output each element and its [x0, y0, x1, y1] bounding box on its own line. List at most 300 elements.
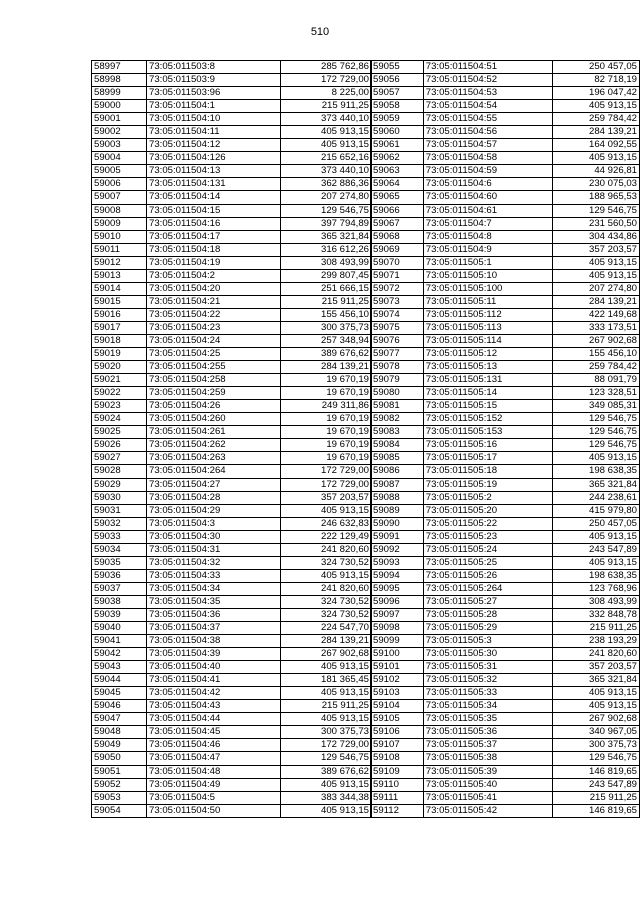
cadastral-number-cell: 73:05:011505:131 [423, 374, 552, 387]
row-number-cell: 59075 [371, 321, 424, 334]
row-number-cell: 59081 [371, 400, 424, 413]
table-row [371, 387, 640, 400]
cadastral-number-cell: 73:05:011504:131 [147, 178, 281, 191]
table-row [92, 87, 372, 100]
cadastral-number-cell: 73:05:011505:100 [423, 282, 552, 295]
table-row [371, 139, 640, 152]
row-number-cell: 59097 [371, 608, 424, 621]
row-number-cell: 59052 [92, 778, 147, 791]
table-row [371, 504, 640, 517]
row-number-cell: 58997 [92, 61, 147, 74]
cadastral-value-cell: 215 911,25 [281, 295, 372, 308]
row-number-cell: 59057 [371, 87, 424, 100]
row-number-cell: 59022 [92, 387, 147, 400]
cadastral-value-cell: 405 913,15 [281, 139, 372, 152]
table-row [92, 582, 372, 595]
cadastral-value-cell: 82 718,19 [552, 74, 639, 87]
cadastral-value-cell: 300 375,73 [281, 726, 372, 739]
row-number-cell: 59106 [371, 726, 424, 739]
cadastral-number-cell: 73:05:011504:34 [147, 582, 281, 595]
row-number-cell: 59043 [92, 661, 147, 674]
cadastral-value-cell: 19 670,19 [281, 387, 372, 400]
row-number-cell: 59039 [92, 608, 147, 621]
cadastral-number-cell: 73:05:011504:17 [147, 230, 281, 243]
cadastral-number-cell: 73:05:011504:35 [147, 595, 281, 608]
table-row [92, 334, 372, 347]
table-row [371, 426, 640, 439]
cadastral-number-cell: 73:05:011505:24 [423, 543, 552, 556]
row-number-cell: 59059 [371, 113, 424, 126]
cadastral-value-cell: 188 965,53 [552, 191, 639, 204]
row-number-cell: 59012 [92, 256, 147, 269]
cadastral-value-cell: 405 913,15 [552, 269, 639, 282]
cadastral-number-cell: 73:05:011505:152 [423, 413, 552, 426]
table-row [92, 804, 372, 817]
cadastral-number-cell: 73:05:011504:1 [147, 100, 281, 113]
table-row [371, 152, 640, 165]
row-number-cell: 59051 [92, 765, 147, 778]
row-number-cell: 59069 [371, 243, 424, 256]
cadastral-number-cell: 73:05:011504:42 [147, 687, 281, 700]
row-number-cell: 59071 [371, 269, 424, 282]
table-row [92, 517, 372, 530]
row-number-cell: 59031 [92, 504, 147, 517]
cadastral-value-cell: 357 203,57 [552, 243, 639, 256]
cadastral-value-cell: 164 092,55 [552, 139, 639, 152]
table-row [371, 413, 640, 426]
cadastral-value-cell: 365 321,84 [552, 478, 639, 491]
cadastral-value-cell: 389 676,62 [281, 765, 372, 778]
cadastral-number-cell: 73:05:011504:2 [147, 269, 281, 282]
cadastral-value-cell: 308 493,99 [281, 256, 372, 269]
cadastral-value-cell: 129 546,75 [552, 204, 639, 217]
row-number-cell: 59091 [371, 530, 424, 543]
table-row [92, 113, 372, 126]
row-number-cell: 59029 [92, 478, 147, 491]
cadastral-value-cell: 19 670,19 [281, 426, 372, 439]
table-row [92, 374, 372, 387]
cadastral-number-cell: 73:05:011504:38 [147, 635, 281, 648]
cadastral-value-cell: 405 913,15 [281, 661, 372, 674]
cadastral-value-cell: 19 670,19 [281, 374, 372, 387]
table-row [371, 478, 640, 491]
cadastral-number-cell: 73:05:011505:14 [423, 387, 552, 400]
table-row [371, 269, 640, 282]
table-row [371, 635, 640, 648]
table-row [92, 739, 372, 752]
row-number-cell: 59038 [92, 595, 147, 608]
row-number-cell: 59010 [92, 230, 147, 243]
cadastral-value-cell: 405 913,15 [552, 700, 639, 713]
cadastral-number-cell: 73:05:011505:25 [423, 556, 552, 569]
table-row [371, 374, 640, 387]
cadastral-number-cell: 73:05:011504:33 [147, 569, 281, 582]
cadastral-number-cell: 73:05:011504:20 [147, 282, 281, 295]
table-row [92, 126, 372, 139]
row-number-cell: 59080 [371, 387, 424, 400]
cadastral-value-cell: 405 913,15 [281, 126, 372, 139]
cadastral-value-cell: 267 902,68 [552, 713, 639, 726]
cadastral-number-cell: 73:05:011505:22 [423, 517, 552, 530]
cadastral-value-cell: 324 730,52 [281, 556, 372, 569]
row-number-cell: 59014 [92, 282, 147, 295]
cadastral-value-cell: 304 434,86 [552, 230, 639, 243]
cadastral-value-cell: 129 546,75 [552, 439, 639, 452]
row-number-cell: 59107 [371, 739, 424, 752]
cadastral-number-cell: 73:05:011504:43 [147, 700, 281, 713]
table-row [371, 295, 640, 308]
cadastral-value-cell: 155 456,10 [552, 348, 639, 361]
row-number-cell: 59030 [92, 491, 147, 504]
row-number-cell: 59001 [92, 113, 147, 126]
table-row [371, 804, 640, 817]
table-row [92, 648, 372, 661]
cadastral-value-cell: 405 913,15 [281, 504, 372, 517]
row-number-cell: 59056 [371, 74, 424, 87]
cadastral-value-cell: 316 612,26 [281, 243, 372, 256]
cadastral-number-cell: 73:05:011504:50 [147, 804, 281, 817]
cadastral-number-cell: 73:05:011505:31 [423, 661, 552, 674]
cadastral-number-cell: 73:05:011505:113 [423, 321, 552, 334]
row-number-cell: 59079 [371, 374, 424, 387]
row-number-cell: 59003 [92, 139, 147, 152]
cadastral-value-cell: 373 440,10 [281, 165, 372, 178]
table-row [92, 765, 372, 778]
cadastral-number-cell: 73:05:011505:114 [423, 334, 552, 347]
row-number-cell: 59066 [371, 204, 424, 217]
cadastral-number-cell: 73:05:011505:41 [423, 791, 552, 804]
cadastral-value-cell: 405 913,15 [552, 556, 639, 569]
cadastral-value-cell: 215 911,25 [552, 622, 639, 635]
row-number-cell: 59085 [371, 452, 424, 465]
row-number-cell: 59109 [371, 765, 424, 778]
table-row [371, 230, 640, 243]
row-number-cell: 59028 [92, 465, 147, 478]
cadastral-value-cell: 389 676,62 [281, 348, 372, 361]
row-number-cell: 59077 [371, 348, 424, 361]
row-number-cell: 59013 [92, 269, 147, 282]
cadastral-value-cell: 243 547,89 [552, 778, 639, 791]
row-number-cell: 59092 [371, 543, 424, 556]
cadastral-value-cell: 405 913,15 [281, 569, 372, 582]
cadastral-number-cell: 73:05:011504:30 [147, 530, 281, 543]
cadastral-value-cell: 249 311,86 [281, 400, 372, 413]
cadastral-value-cell: 222 129,49 [281, 530, 372, 543]
cadastral-number-cell: 73:05:011504:56 [423, 126, 552, 139]
row-number-cell: 59004 [92, 152, 147, 165]
cadastral-number-cell: 73:05:011504:263 [147, 452, 281, 465]
cadastral-value-cell: 123 768,96 [552, 582, 639, 595]
page-number: 510 [310, 26, 330, 38]
cadastral-value-cell: 373 440,10 [281, 113, 372, 126]
table-row [371, 400, 640, 413]
cadastral-number-cell: 73:05:011505:35 [423, 713, 552, 726]
cadastral-number-cell: 73:05:011504:58 [423, 152, 552, 165]
cadastral-value-cell: 259 784,42 [552, 113, 639, 126]
row-number-cell: 59040 [92, 622, 147, 635]
table-row [371, 308, 640, 321]
cadastral-number-cell: 73:05:011504:45 [147, 726, 281, 739]
cadastral-number-cell: 73:05:011504:23 [147, 321, 281, 334]
cadastral-number-cell: 73:05:011504:26 [147, 400, 281, 413]
cadastral-value-cell: 243 547,89 [552, 543, 639, 556]
cadastral-value-cell: 8 225,00 [281, 87, 372, 100]
table-row [92, 204, 372, 217]
cadastral-value-cell: 259 784,42 [552, 361, 639, 374]
cadastral-value-cell: 238 193,29 [552, 635, 639, 648]
cadastral-value-cell: 19 670,19 [281, 452, 372, 465]
cadastral-number-cell: 73:05:011504:47 [147, 752, 281, 765]
table-row [92, 387, 372, 400]
cadastral-value-cell: 155 456,10 [281, 308, 372, 321]
cadastral-number-cell: 73:05:011505:16 [423, 439, 552, 452]
cadastral-value-cell: 123 328,51 [552, 387, 639, 400]
cadastral-value-cell: 224 547,70 [281, 622, 372, 635]
cadastral-number-cell: 73:05:011504:7 [423, 217, 552, 230]
cadastral-number-cell: 73:05:011504:41 [147, 674, 281, 687]
cadastral-value-cell: 405 913,15 [281, 713, 372, 726]
table-row [371, 465, 640, 478]
cadastral-number-cell: 73:05:011504:126 [147, 152, 281, 165]
cadastral-number-cell: 73:05:011504:21 [147, 295, 281, 308]
row-number-cell: 59024 [92, 413, 147, 426]
cadastral-value-cell: 405 913,15 [281, 804, 372, 817]
cadastral-value-cell: 241 820,60 [281, 582, 372, 595]
table-row [92, 491, 372, 504]
table-row [92, 439, 372, 452]
table-row [371, 595, 640, 608]
cadastral-number-cell: 73:05:011504:61 [423, 204, 552, 217]
cadastral-value-cell: 88 091,79 [552, 374, 639, 387]
table-row [371, 74, 640, 87]
cadastral-value-cell: 196 047,42 [552, 87, 639, 100]
row-number-cell: 59063 [371, 165, 424, 178]
cadastral-number-cell: 73:05:011504:9 [423, 243, 552, 256]
row-number-cell: 59101 [371, 661, 424, 674]
cadastral-number-cell: 73:05:011504:12 [147, 139, 281, 152]
cadastral-number-cell: 73:05:011505:12 [423, 348, 552, 361]
cadastral-value-cell: 215 911,25 [552, 791, 639, 804]
cadastral-number-cell: 73:05:011504:59 [423, 165, 552, 178]
row-number-cell: 59005 [92, 165, 147, 178]
cadastral-number-cell: 73:05:011505:36 [423, 726, 552, 739]
table-row [371, 530, 640, 543]
table-row [371, 543, 640, 556]
table-row [371, 361, 640, 374]
cadastral-number-cell: 73:05:011504:46 [147, 739, 281, 752]
table-row [92, 661, 372, 674]
cadastral-value-cell: 215 652,16 [281, 152, 372, 165]
cadastral-value-cell: 251 666,15 [281, 282, 372, 295]
cadastral-value-cell: 383 344,38 [281, 791, 372, 804]
row-number-cell: 59061 [371, 139, 424, 152]
table-row [92, 165, 372, 178]
table-row [92, 426, 372, 439]
cadastral-number-cell: 73:05:011505:42 [423, 804, 552, 817]
cadastral-value-cell: 250 457,05 [552, 517, 639, 530]
row-number-cell: 59062 [371, 152, 424, 165]
cadastral-number-cell: 73:05:011504:19 [147, 256, 281, 269]
cadastral-number-cell: 73:05:011504:255 [147, 361, 281, 374]
row-number-cell: 59020 [92, 361, 147, 374]
table-row [371, 700, 640, 713]
cadastral-value-cell: 267 902,68 [552, 334, 639, 347]
table-row [371, 778, 640, 791]
row-number-cell: 59006 [92, 178, 147, 191]
table-row [371, 687, 640, 700]
cadastral-number-cell: 73:05:011504:31 [147, 543, 281, 556]
cadastral-number-cell: 73:05:011505:39 [423, 765, 552, 778]
row-number-cell: 59044 [92, 674, 147, 687]
row-number-cell: 59000 [92, 100, 147, 113]
cadastral-number-cell: 73:05:011504:3 [147, 517, 281, 530]
cadastral-value-cell: 340 967,05 [552, 726, 639, 739]
row-number-cell: 59034 [92, 543, 147, 556]
table-row [371, 622, 640, 635]
cadastral-value-cell: 250 457,05 [552, 61, 639, 74]
cadastral-number-cell: 73:05:011505:29 [423, 622, 552, 635]
row-number-cell: 59078 [371, 361, 424, 374]
cadastral-number-cell: 73:05:011504:28 [147, 491, 281, 504]
cadastral-value-cell: 405 913,15 [552, 687, 639, 700]
table-row [92, 687, 372, 700]
cadastral-number-cell: 73:05:011505:112 [423, 308, 552, 321]
cadastral-value-cell: 405 913,15 [552, 152, 639, 165]
table-row [92, 217, 372, 230]
cadastral-value-cell: 129 546,75 [281, 752, 372, 765]
table-row [92, 752, 372, 765]
cadastral-number-cell: 73:05:011504:51 [423, 61, 552, 74]
table-row [92, 556, 372, 569]
cadastral-value-cell: 349 085,31 [552, 400, 639, 413]
cadastral-number-cell: 73:05:011505:34 [423, 700, 552, 713]
cadastral-value-cell: 19 670,19 [281, 439, 372, 452]
row-number-cell: 59108 [371, 752, 424, 765]
cadastral-value-cell: 357 203,57 [552, 661, 639, 674]
row-number-cell: 59068 [371, 230, 424, 243]
table-row [371, 569, 640, 582]
row-number-cell: 59047 [92, 713, 147, 726]
cadastral-number-cell: 73:05:011505:17 [423, 452, 552, 465]
row-number-cell: 59086 [371, 465, 424, 478]
table-row [92, 400, 372, 413]
cadastral-number-cell: 73:05:011505:18 [423, 465, 552, 478]
table-row [92, 269, 372, 282]
cadastral-number-cell: 73:05:011505:264 [423, 582, 552, 595]
table-row [371, 661, 640, 674]
cadastral-value-cell: 285 762,86 [281, 61, 372, 74]
row-number-cell: 59070 [371, 256, 424, 269]
cadastral-value-cell: 198 638,35 [552, 465, 639, 478]
table-row [92, 622, 372, 635]
cadastral-number-cell: 73:05:011504:60 [423, 191, 552, 204]
cadastral-value-cell: 365 321,84 [552, 674, 639, 687]
table-row [92, 230, 372, 243]
cadastral-number-cell: 73:05:011504:259 [147, 387, 281, 400]
cadastral-number-cell: 73:05:011505:23 [423, 530, 552, 543]
cadastral-value-cell: 215 911,25 [281, 100, 372, 113]
cadastral-value-cell: 333 173,51 [552, 321, 639, 334]
cadastral-number-cell: 73:05:011505:38 [423, 752, 552, 765]
cadastral-number-cell: 73:05:011504:44 [147, 713, 281, 726]
cadastral-number-cell: 73:05:011505:30 [423, 648, 552, 661]
table-row [92, 674, 372, 687]
cadastral-value-cell: 332 848,78 [552, 608, 639, 621]
table-row [371, 765, 640, 778]
row-number-cell: 59067 [371, 217, 424, 230]
row-number-cell: 59084 [371, 439, 424, 452]
row-number-cell: 59053 [92, 791, 147, 804]
table-row [371, 491, 640, 504]
cadastral-number-cell: 73:05:011504:49 [147, 778, 281, 791]
row-number-cell: 59065 [371, 191, 424, 204]
row-number-cell: 59021 [92, 374, 147, 387]
cadastral-value-cell: 172 729,00 [281, 465, 372, 478]
row-number-cell: 59046 [92, 700, 147, 713]
cadastral-value-cell: 405 913,15 [552, 100, 639, 113]
row-number-cell: 59089 [371, 504, 424, 517]
registry-table-left [91, 60, 372, 818]
cadastral-number-cell: 73:05:011503:9 [147, 74, 281, 87]
table-row [371, 204, 640, 217]
cadastral-value-cell: 284 139,21 [552, 295, 639, 308]
table-row [92, 282, 372, 295]
table-row [92, 726, 372, 739]
cadastral-number-cell: 73:05:011504:54 [423, 100, 552, 113]
cadastral-value-cell: 231 560,50 [552, 217, 639, 230]
cadastral-number-cell: 73:05:011504:258 [147, 374, 281, 387]
cadastral-number-cell: 73:05:011504:55 [423, 113, 552, 126]
table-row [92, 100, 372, 113]
cadastral-value-cell: 257 348,94 [281, 334, 372, 347]
row-number-cell: 59027 [92, 452, 147, 465]
table-row [371, 439, 640, 452]
table-row [371, 556, 640, 569]
row-number-cell: 59036 [92, 569, 147, 582]
row-number-cell: 59064 [371, 178, 424, 191]
table-row [371, 126, 640, 139]
row-number-cell: 59035 [92, 556, 147, 569]
cadastral-value-cell: 172 729,00 [281, 478, 372, 491]
table-row [92, 191, 372, 204]
table-row [371, 348, 640, 361]
table-row [371, 113, 640, 126]
cadastral-value-cell: 172 729,00 [281, 739, 372, 752]
cadastral-value-cell: 215 911,25 [281, 700, 372, 713]
table-row [371, 217, 640, 230]
table-row [371, 739, 640, 752]
table-row [92, 635, 372, 648]
cadastral-value-cell: 284 139,21 [281, 635, 372, 648]
cadastral-value-cell: 198 638,35 [552, 569, 639, 582]
row-number-cell: 59048 [92, 726, 147, 739]
cadastral-number-cell: 73:05:011504:18 [147, 243, 281, 256]
table-row [371, 608, 640, 621]
table-row [371, 713, 640, 726]
cadastral-number-cell: 73:05:011505:153 [423, 426, 552, 439]
row-number-cell: 59049 [92, 739, 147, 752]
table-row [92, 465, 372, 478]
cadastral-number-cell: 73:05:011504:37 [147, 622, 281, 635]
row-number-cell: 59083 [371, 426, 424, 439]
cadastral-number-cell: 73:05:011504:48 [147, 765, 281, 778]
cadastral-number-cell: 73:05:011504:15 [147, 204, 281, 217]
table-row [92, 569, 372, 582]
cadastral-number-cell: 73:05:011504:264 [147, 465, 281, 478]
table-row [371, 256, 640, 269]
row-number-cell: 59041 [92, 635, 147, 648]
cadastral-value-cell: 19 670,19 [281, 413, 372, 426]
